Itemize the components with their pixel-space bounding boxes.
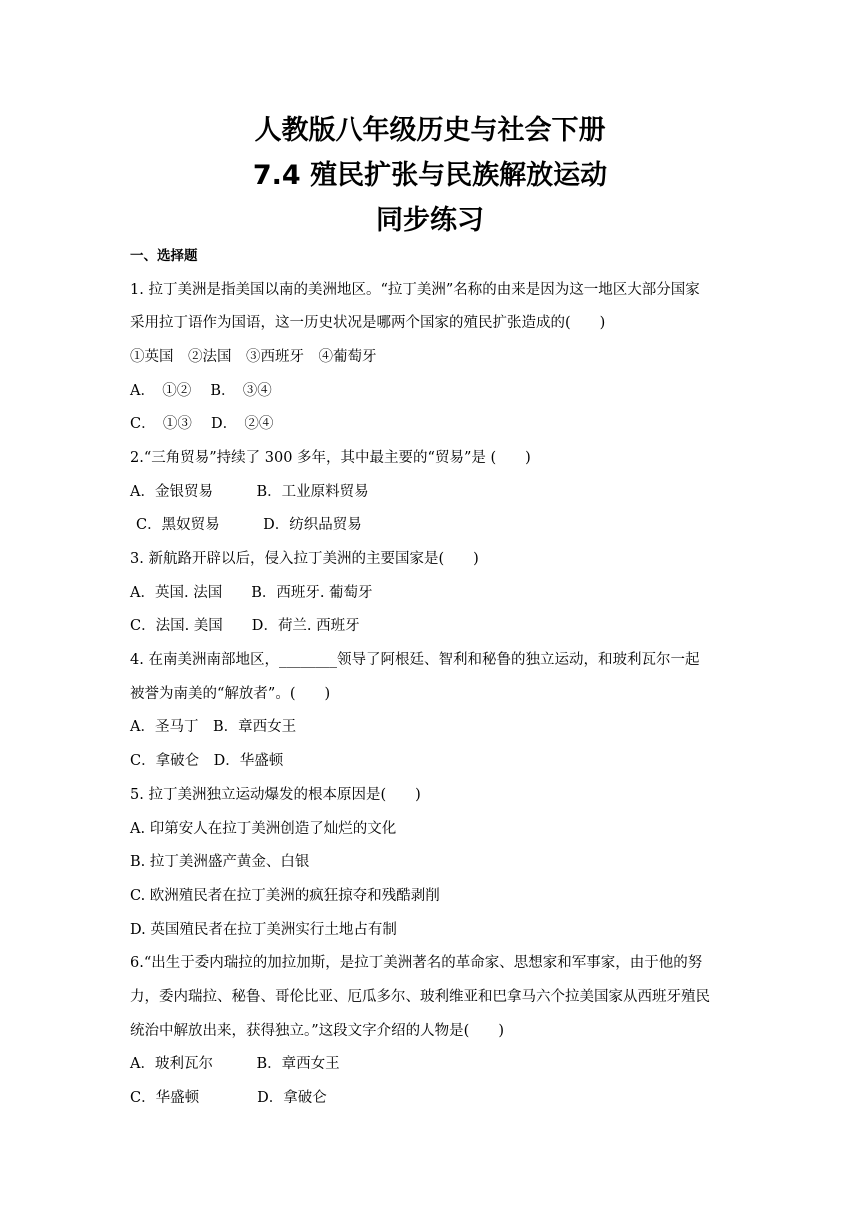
question-1-stem-line-2: 采用拉丁语作为国语，这一历史状况是哪两个国家的殖民扩张造成的( ) <box>130 315 606 332</box>
title-line-2: 7.4 殖民扩张与民族解放运动 <box>252 160 608 191</box>
section-heading: 一、选择题 <box>130 248 198 264</box>
question-2-options-ab: A．金银贸易 B．工业原料贸易 <box>130 483 369 500</box>
question-3-options-ab: A．英国. 法国 B．西班牙. 葡萄牙 <box>130 584 373 601</box>
title-line-1: 人教版八年级历史与社会下册 <box>254 115 606 146</box>
question-1-stem-line-1: 1. 拉丁美洲是指美国以南的美洲地区。“拉丁美洲”名称的由来是因为这一地区大部分国家 <box>130 281 700 298</box>
question-5-option-a: A. 印第安人在拉丁美洲创造了灿烂的文化 <box>130 820 397 837</box>
question-6-options-ab: A．玻利瓦尔 B．章西女王 <box>130 1056 340 1073</box>
question-list <box>130 240 740 1116</box>
document-title <box>0 108 860 243</box>
question-4-options-cd: C．拿破仑 D．华盛顿 <box>130 753 284 770</box>
question-4-stem-line-1: 4. 在南美洲南部地区，________领导了阿根廷、智利和秘鲁的独立运动，和玻利瓦尔一起 <box>130 652 700 669</box>
question-1-options-cd: C． ①③ D． ②④ <box>130 416 274 433</box>
question-6-options-cd: C．华盛顿 D．拿破仑 <box>130 1090 327 1106</box>
question-4-options-ab: A．圣马丁 B．章西女王 <box>130 719 297 736</box>
question-5-option-d: D. 英国殖民者在拉丁美洲实行土地占有制 <box>130 921 397 938</box>
question-5-stem: 5. 拉丁美洲独立运动爆发的根本原因是( ) <box>130 786 421 803</box>
question-2-options-cd: C．黑奴贸易 D．纺织品贸易 <box>136 517 362 534</box>
question-3-options-cd: C．法国. 美国 D．荷兰. 西班牙 <box>130 618 360 635</box>
question-6-stem-line-2: 力，委内瑞拉、秘鲁、哥伦比亚、厄瓜多尔、玻利维亚和巴拿马六个拉美国家从西班牙殖民 <box>130 988 710 1005</box>
question-6-stem-line-1: 6.“出生于委内瑞拉的加拉加斯，是拉丁美洲著名的革命家、思想家和军事家，由于他的努 <box>130 955 703 972</box>
question-3-stem: 3. 新航路开辟以后，侵入拉丁美洲的主要国家是( ) <box>130 551 479 567</box>
title-line-3: 同步练习 <box>376 205 484 236</box>
question-1-items: ①英国 ②法国 ③西班牙 ④葡萄牙 <box>130 348 377 365</box>
question-2-stem: 2.“三角贸易”持续了 300 多年，其中最主要的“贸易”是 ( ) <box>130 449 531 466</box>
question-5-option-c: C. 欧洲殖民者在拉丁美洲的疯狂掠夺和残酷剥削 <box>130 887 440 904</box>
question-6-stem-line-3: 统治中解放出来，获得独立。”这段文字介绍的人物是( ) <box>130 1022 504 1039</box>
question-4-stem-line-2: 被誉为南美的“解放者”。( ) <box>130 685 331 702</box>
question-1-options-ab: A． ①② B． ③④ <box>130 382 272 399</box>
question-5-option-b: B. 拉丁美洲盛产黄金、白银 <box>130 854 310 871</box>
